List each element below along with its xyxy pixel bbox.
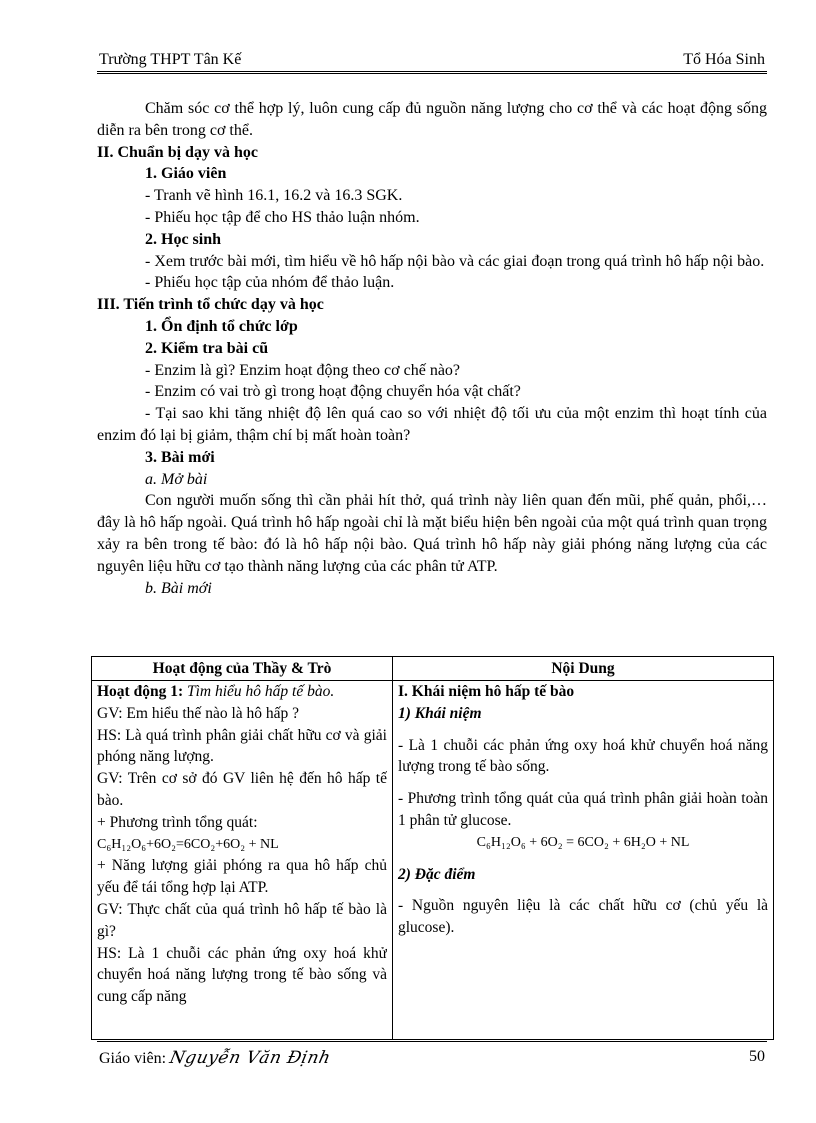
- lesson-table: [91, 656, 774, 1040]
- teacher-credit: [99, 1048, 331, 1068]
- activity-1: [97, 681, 387, 703]
- review-question: - Enzim có vai trò gì trong hoạt động chuyển hóa vật chất?: [145, 383, 521, 401]
- new-lesson-heading: b. Bài mới: [145, 579, 212, 597]
- page-number: 50: [749, 1048, 765, 1065]
- page-body: [97, 98, 767, 599]
- features-text: - Nguồn nguyên liệu là các chất hữu cơ (chủ yếu là glucose).: [398, 897, 768, 937]
- teacher-signature: Nguyễn Văn Định: [167, 1048, 333, 1068]
- concept-text: - Là 1 chuỗi các phản ứng oxy hoá khử chuyển hoá năng lượng trong tế bào sống.: [398, 736, 768, 776]
- activity-title: Tìm hiểu hô hấp tế bào.: [187, 683, 335, 700]
- review-question: - Enzim là gì? Enzim hoạt động theo cơ chế nào?: [145, 361, 461, 379]
- activity-label: Hoạt động 1:: [97, 683, 184, 700]
- opening-paragraph: Con người muốn sống thì cần phải hít thở, quá trình này liên quan đến mũi, phế quản, phổi,…đây là hô hấp ngoài. Quá trình hô hấp ngoài chỉ là mặt biểu hiện bên ngoài của một quá trình quan trọng xảy ra bên trong tế bào: đó là hô hấp nội bào. Quá trình hô hấp này giải phóng năng lượng của các nguyên liệu hữu cơ tạo thành năng lượng của các phân tử ATP.: [97, 492, 767, 575]
- teacher-heading: 1. Giáo viên: [145, 165, 227, 183]
- subsection-1-heading: 1. Ổn định tổ chức lớp: [145, 317, 298, 335]
- content-cell: [393, 681, 774, 1040]
- content-title: I. Khái niệm hô hấp tế bào: [398, 683, 575, 700]
- opening-heading: a. Mở bài: [145, 470, 208, 488]
- equation-text: - Phương trình tổng quát của quá trình phân giải hoàn toàn 1 phân tử glucose.: [398, 790, 768, 829]
- review-question: - Tại sao khi tăng nhiệt độ lên quá cao so với nhiệt độ tối ưu của một enzim thì hoạt tính của enzim đó lại bị giảm, thậm chí bị mất hoàn toàn?: [97, 405, 767, 444]
- concept-heading: 1) Khái niệm: [398, 704, 482, 722]
- teacher-question: GV: Em hiểu thế nào là hô hấp ?: [97, 704, 300, 722]
- student-answer: HS: Là quá trình phân giải chất hữu cơ và giải phóng năng lượng.: [97, 726, 387, 766]
- header-content: Nội Dung: [393, 657, 774, 681]
- page-header: [97, 49, 767, 74]
- section-3-title: III. Tiến trình tổ chức dạy và học: [97, 296, 324, 314]
- teacher-question: GV: Thực chất của quá trình hô hấp tế bào là gì?: [97, 900, 387, 940]
- teacher-item: - Tranh vẽ hình 16.1, 16.2 và 16.3 SGK.: [145, 187, 403, 205]
- section-2-title: II. Chuẩn bị dạy và học: [97, 143, 258, 161]
- page-footer: [97, 1039, 767, 1072]
- equation-right: C₆H₁₂O₆ + 6O₂ = 6CO₂ + 6H₂O + NL: [476, 834, 690, 850]
- teacher-label: Giáo viên:: [99, 1050, 167, 1067]
- student-heading: 2. Học sinh: [145, 230, 222, 248]
- department-name: Tổ Hóa Sinh: [683, 51, 765, 68]
- equation-title: + Phương trình tổng quát:: [97, 813, 258, 831]
- header-activities: Hoạt động của Thầy & Trò: [92, 657, 393, 681]
- table-row: [92, 681, 774, 1040]
- student-answer: HS: Là 1 chuỗi các phản ứng oxy hoá khử chuyển hoá năng lượng trong tế bào sống và cung cấp năng: [97, 944, 387, 1006]
- features-heading: 2) Đặc điểm: [398, 865, 476, 883]
- intro-paragraph: Chăm sóc cơ thể hợp lý, luôn cung cấp đủ nguồn năng lượng cho cơ thể và các hoạt động sống diễn ra bên trong cơ thể.: [97, 100, 767, 139]
- subsection-3-heading: 3. Bài mới: [145, 448, 215, 466]
- teacher-note: GV: Trên cơ sở đó GV liên hệ đến hô hấp tế bào.: [97, 770, 387, 809]
- energy-note: + Năng lượng giải phóng ra qua hô hấp chủ yếu để tái tổng hợp lại ATP.: [97, 857, 387, 897]
- equation-left: C₆H₁₂O₆+6O₂=6CO₂+6O₂ + NL: [97, 836, 279, 852]
- subsection-2-heading: 2. Kiểm tra bài cũ: [145, 339, 269, 357]
- student-item: - Xem trước bài mới, tìm hiểu về hô hấp nội bào và các giai đoạn trong quá trình hô hấp nội bào.: [145, 252, 765, 270]
- activities-cell: [92, 681, 393, 1040]
- school-name: Trường THPT Tân Kế: [99, 51, 242, 68]
- teacher-item: - Phiếu học tập để cho HS thảo luận nhóm.: [145, 208, 420, 226]
- student-item: - Phiếu học tập của nhóm để thảo luận.: [145, 274, 395, 292]
- table-header-row: [92, 657, 774, 681]
